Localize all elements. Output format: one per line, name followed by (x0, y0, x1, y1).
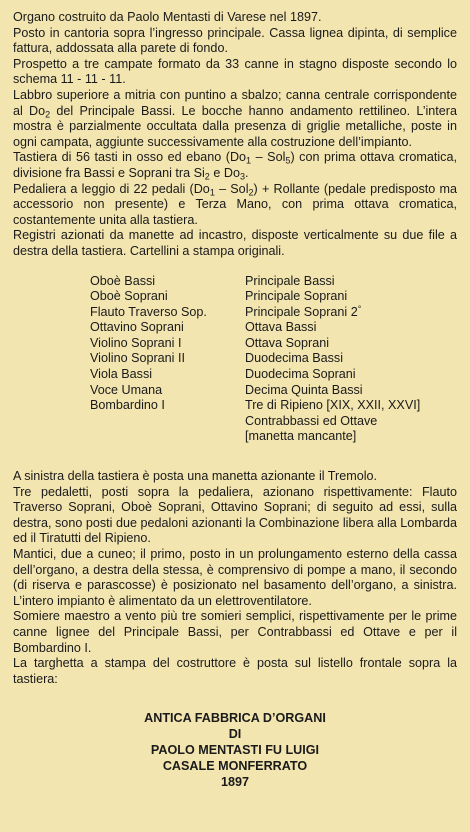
register-item: Ottava Soprani (245, 335, 330, 350)
register-item: Oboè Bassi (90, 273, 156, 288)
register-item: Duodecima Bassi (245, 351, 343, 366)
intro-paragraph: Prospetto a tre campate formato da 33 canne in stagno disposte secondo lo schema 11 - 11 - 11. (13, 56, 457, 87)
intro-paragraph: Labbro superiore a mitria con puntino a sbalzo; canna centrale corrispondente al $Do_2$ del Principale Bassi. Le bocche hanno andamento rettilineo. L’intera mostra è parzialmente occultata dalla presenza di griglie metalliche, poste in ogni campata, aggiunte successivamente alla costruzione dell’impianto. (13, 87, 457, 149)
plate-line: PAOLO MENTASTI FU LUIGI (150, 742, 320, 757)
intro-paragraph: Registri azionati da manette ad incastro, disposte verticalmente su due file a destra della tastiera. Cartellini a stampa originali. (13, 228, 457, 258)
notes-paragraph: Tre pedaletti, posti sopra la pedaliera, azionano rispettivamente: Flauto Traverso Soprani, Oboè Soprani, Ottavino Soprani; di seguito ad essi, sulla destra, sono posti due pedaloni azionanti la Combinazione libera alla Lombarda ed il Tiratutti del Ripieno. (13, 484, 457, 546)
register-item: Decima Quinta Bassi (245, 382, 363, 397)
register-item: Contrabbassi ed Ottave (245, 413, 378, 428)
register-column-left (90, 274, 245, 446)
plate-line: CASALE MONFERRATO (162, 758, 308, 773)
intro-section (13, 10, 457, 260)
register-item: Violino Soprani I (90, 335, 182, 350)
intro-paragraph: Posto in cantoria sopra l’ingresso principale. Cassa lignea dipinta, di semplice fattura, addossata alla parete di fondo. (13, 25, 457, 56)
register-item: Oboè Soprani (90, 289, 168, 304)
notes-section (13, 469, 457, 687)
register-item: Ottava Bassi (245, 320, 317, 335)
register-item: Violino Soprani II (90, 351, 185, 366)
notes-paragraph: Mantici, due a cuneo; il primo, posto in un prolungamento esterno della cassa dell’organo, a destra della stessa, è comprensivo di pompe a mano, il secondo (di riserva e parascosse) è posizionato nel basamento dell’organo, a sinistra. L’intero impianto è alimentato da un elettroventilatore. (13, 547, 457, 608)
plate-line: DI (228, 727, 242, 742)
builder-plate (13, 711, 457, 790)
register-item: Flauto Traverso Sop. (90, 304, 207, 319)
register-item: Duodecima Soprani (245, 367, 356, 382)
plate-line: 1897 (220, 774, 250, 789)
intro-paragraph: Organo costruito da Paolo Mentasti di Varese nel 1897. (13, 10, 322, 24)
intro-paragraph: Pedaliera a leggio di 22 pedali $(Do_1 - Sol_2)$ + Rollante (pedale predisposto ma accessorio non presente) e Terza Mano, con prima ottava cromatica, costantemente unita alla tastiera. (13, 181, 457, 227)
register-item: Tre di Ripieno [XIX, XXII, XXVI] (245, 398, 421, 413)
register-item: Principale Soprani (245, 289, 348, 304)
plate-line: ANTICA FABBRICA D’ORGANI (144, 711, 326, 726)
register-item: Principale Bassi (245, 273, 335, 288)
intro-paragraph: Tastiera di 56 tasti in osso ed ebano $(Do_1 - Sol_5)$ con prima ottava cromatica, divisione fra Bassi e Soprani tra $Si_2$ e $Do_3$. (13, 150, 457, 182)
register-item: Principale Soprani 2° (245, 303, 362, 319)
register-item: Viola Bassi (90, 367, 153, 382)
register-item: Ottavino Soprani (90, 320, 184, 335)
notes-paragraph: Somiere maestro a vento più tre somieri semplici, rispettivamente per le prime canne lignee del Principale Bassi, per Contrabbassi ed Ottave e per il Bombardino I. (13, 609, 457, 655)
register-item: [manetta mancante] (245, 429, 357, 444)
register-column-right (245, 274, 420, 446)
register-item: Bombardino I (90, 398, 165, 413)
register-list (90, 274, 457, 446)
notes-paragraph: La targhetta a stampa del costruttore è posta sul listello frontale sopra la tastiera: (13, 656, 457, 686)
register-item: Voce Umana (90, 382, 163, 397)
notes-paragraph: A sinistra della tastiera è posta una manetta azionante il Tremolo. (13, 469, 378, 484)
section-spacer (13, 445, 457, 469)
